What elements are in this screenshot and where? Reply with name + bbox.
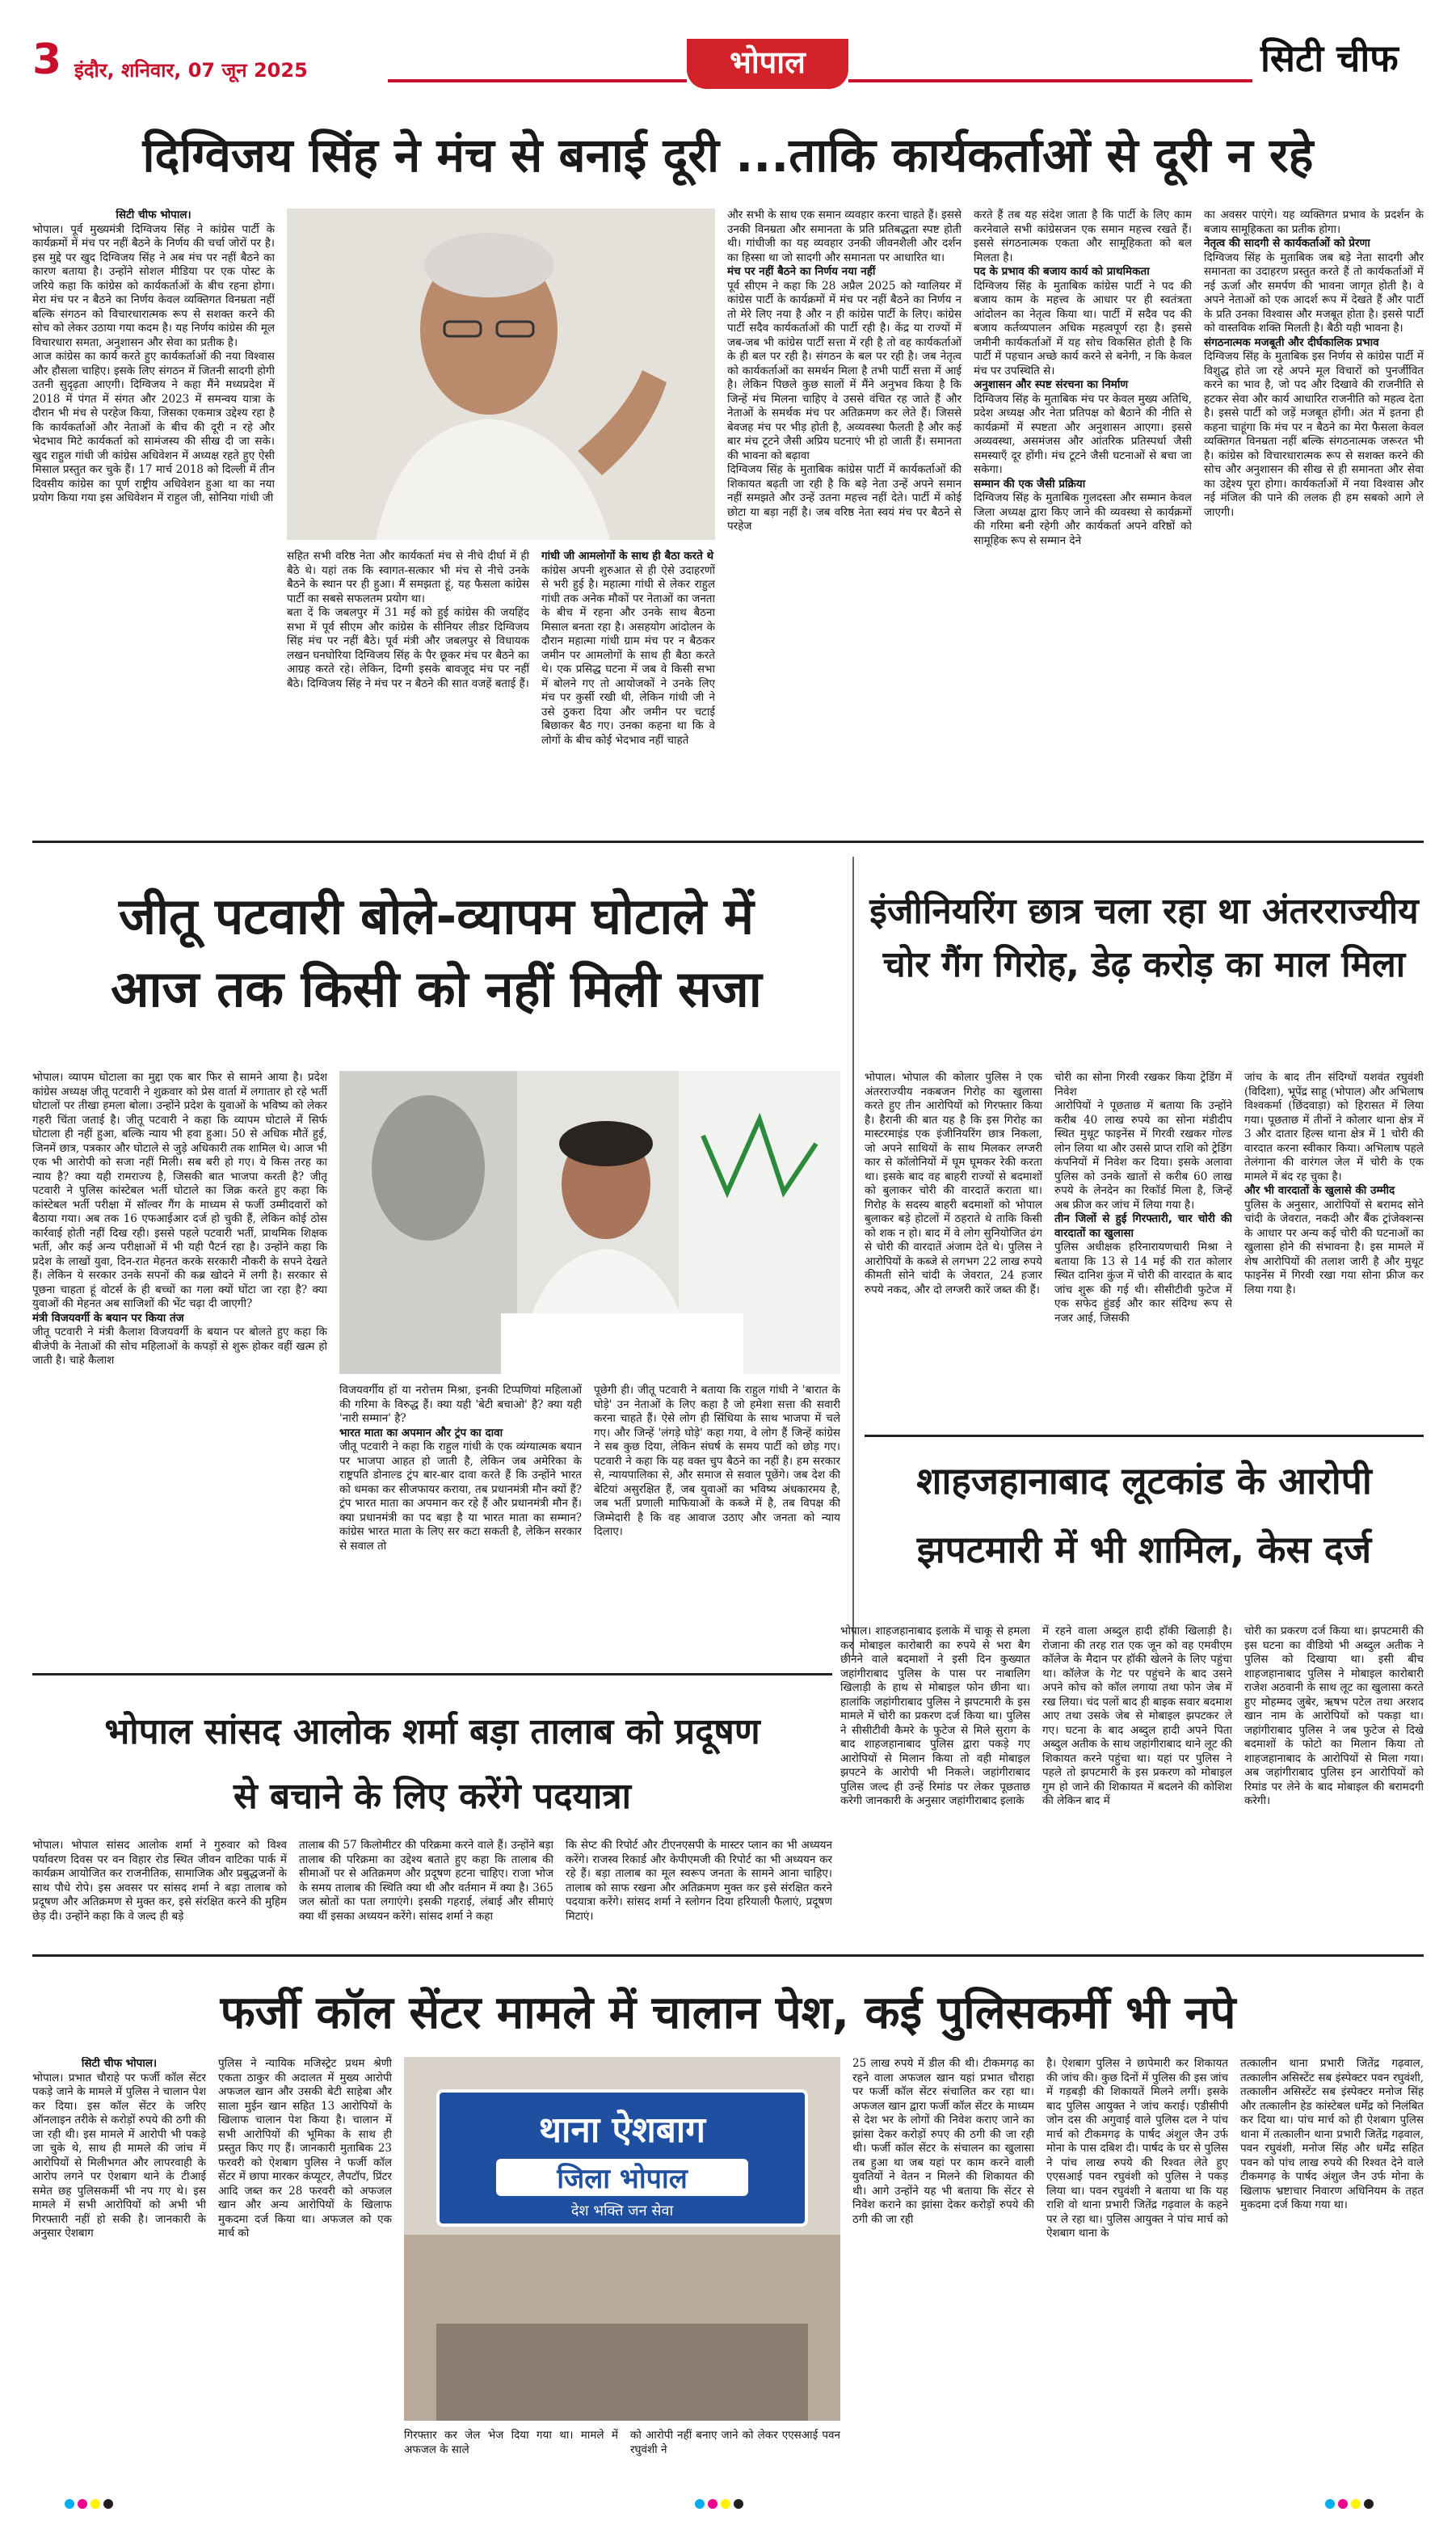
story6-col2b-text: को आरोपी नहीं बनाए जाने को लेकर एएसआई पवन रघुवंशी ने <box>630 2429 840 2456</box>
story2-col2 <box>339 1384 582 1657</box>
story2-col1-text: भोपाल। व्यापम घोटाला का मुद्दा एक बार फिर से सामने आया है। प्रदेश कांग्रेस अध्यक्ष जीतू पटवारी ने शुक्रवार को प्रेस वार्ता में लगातार हो रहे भर्ती घोटालों पर तीखा हमला बोला। उन्होंने प्रदेश के युवाओं के भविष्य को लेकर गहरी चिंता जताई है। जीतू पटवारी ने कहा कि व्यापम घोटाले में सिर्फ घोटाला ही नहीं हुआ, बल्कि न्याय भी हवा हुआ। 50 से अधिक मौतें हुई, जिनमें छात्र, पत्रकार और घोटाले से जुड़े अधिकारी तक शामिल थे। आज भी एक भी आरोपी को सजा नहीं मिली। सब बरी हो गए। ये किस तरह का न्याय है? क्या यही रामराज्य है, जिसकी बात भाजपा करती है? जीतू पटवारी ने पुलिस कांस्टेबल भर्ती घोटाले का जिक्र करते हुए कहा कि कांस्टेबल भर्ती परीक्षा में सॉल्वर गैंग के माध्यम से फर्जी उम्मीदवारों को बैठाया गया। अब तक 16 एफआईआर दर्ज हो चुकी हैं, लेकिन कोई ठोस कार्रवाई होती नहीं दिख रही। इससे पहले पटवारी भर्ती, प्राथमिक शिक्षक भर्ती, और कई अन्य परीक्षाओं में भी यही पैटर्न रहा है। उन्होंने कहा कि प्रदेश के लाखों युवा, दिन-रात मेहनत करके सरकारी नौकरी के सपने देखते हैं। लेकिन ये सरकार उनके सपनों की कब्र खोदने में लगी है। सरकार से पूछना चाहता हूं वोटर्स के ही बच्चों का गला क्यों घोंटा जा रहा है? क्या युवाओं की मेहनत अब साजिशों की भेंट चढ़ा दी जाएगी? <box>32 1071 327 1310</box>
story5-col2-text: तालाब की 57 किलोमीटर की परिक्रमा करने वाले हैं। उन्होंने बड़ा तालाब की परिक्रमा का उद्देश्य बताते हुए कहा कि तालाब की सीमाओं पर से अतिक्रमण और प्रदूषण हटना चाहिए। राजा भोज के समय तालाब की स्थिति क्या थी और वर्तमान में क्या है। 365 जल स्रोतों का पता लगाएंगे। इसकी गहराई, लंबाई और सीमाएं क्या थीं इसका अध्ययन करेंगे। सांसद शर्मा ने कहा <box>299 1839 553 1923</box>
story1-col4-text: और सभी के साथ एक समान व्यवहार करना चाहते हैं। इससे उनकी विनम्रता और समानता के प्रति प्रतिबद्धता स्पष्ट होती थी। गांधीजी का यह व्यवहार उनकी जीवनशैली और दर्शन का हिस्सा था जो सादगी और समानता पर आधारित था। <box>727 209 962 264</box>
black-dot <box>734 2499 743 2509</box>
station-sign <box>436 2089 808 2227</box>
story3-col2-text: चोरी का सोना गिरवी रखकर किया ट्रेडिंग में निवेश आरोपियों ने पूछताछ में बताया कि उन्होंने करीब 40 लाख रुपये का सोना मंडीदीप स्थित मुथूट फाइनेंस में गिरवी रखकर गोल्ड लोन लिया था और उससे प्राप्त राशि को ट्रेडिंग कंपनियों में निवेश कर दिया। इसके अलावा पुलिस को उनके खातों से करीब 60 लाख रुपये के लेनदेन का रिकॉर्ड मिला है, जिन्हें अब फ्रीज कर जांच में लिया गया है। <box>1054 1071 1232 1212</box>
dateline: इंदौर, शनिवार, 07 जून 2025 <box>74 59 308 82</box>
story3-col1-text: भोपाल। भोपाल की कोलार पुलिस ने एक अंतरराज्यीय नकबजन गिरोह का खुलासा करते हुए तीन आरोपियों को गिरफ्तार किया है। हैरानी की बात यह है कि इस गिरोह का मास्टरमाइंड एक इंजीनियरिंग छात्र निकला, जो अपने साथियों के साथ मिलकर लग्जरी कार से कॉलोनियों में घूम घूमकर रेकी करता था। इसके बाद वह बाहरी राज्यों से बदमाशों को बुलाकर चोरी की वारदातें कराता था। गिरोह के सदस्य बाहरी बदमाशों को भोपाल बुलाकर बड़े होटलों में ठहराते थे ताकि किसी को शक न हो। बाद में वे लोग सुनियोजित ढंग से चोरी की वारदातें अंजाम देते थे। पुलिस ने आरोपियों के कब्जे से लगभग 22 लाख रुपये कीमती सोने चांदी के जेवरात, 24 हजार रुपये नकद, और दो लग्जरी कारें जब्त की हैं। <box>865 1071 1042 1296</box>
story6-col2 <box>218 2057 392 2473</box>
story1-col4-subhead: मंच पर नहीं बैठने का निर्णय नया नहीं <box>727 265 876 278</box>
magenta-dot <box>1338 2499 1348 2509</box>
cyan-dot <box>695 2499 705 2509</box>
story1-col5-subhead: पद के प्रभाव की बजाय कार्य को प्राथमिकता <box>974 265 1150 278</box>
yellow-dot <box>721 2499 730 2509</box>
story1-col6-text: का अवसर पाएंगे। यह व्यक्तिगत प्रभाव के प्रदर्शन के बजाय सामूहिकता का प्रतीक होगा। <box>1204 209 1424 236</box>
registration-marks-right <box>1325 2499 1374 2509</box>
person-figure <box>287 209 715 540</box>
station-sign-title: थाना ऐशबाग <box>538 2110 706 2151</box>
story1-col4 <box>727 209 962 815</box>
police-station-photo <box>404 2057 840 2421</box>
story6-col3 <box>852 2057 1034 2473</box>
story1-headline: दिग्विजय सिंह ने मंच से बनाई दूरी ...ताकि कार्यकर्ताओं से दूरी न रहे <box>142 128 1314 183</box>
registration-marks-left <box>65 2499 113 2509</box>
story1-col6c-text: दिग्विजय सिंह के मुताबिक इस निर्णय से कांग्रेस पार्टी में विशुद्ध होते जा रहे अपने मूल विचारों को पुनर्जीवित करने का भाव है, जो पद और दिखावे की राजनीति से हटकर सेवा और कार्य आधारित राजनीति को महत्व देता है। इससे पार्टी को जड़ें मजबूत होंगी। अंत में इतना ही कहना चाहूंगा कि मंच पर न बैठने का मेरा फैसला केवल व्यक्तिगत विनम्रता नहीं बल्कि संगठनात्मक जरूरत भी है। कांग्रेस को विचारधारात्मक रूप से सशक्त करने की सोच और अनुशासन की सीख से ही समानता और सेवा का उद्देश्य पूरा होगा। कार्यकर्ताओं में नया विश्वास और नई मंजिल की पाने की ललक ही हम सबको आगे ले जाएगी। <box>1204 350 1424 519</box>
story4-col2-text: में रहने वाला अब्दुल हादी हॉकी खिलाड़ी है। रोजाना की तरह रात एक जून को वह एमवीएम कॉलेज के मैदान पर हॉकी खेलने के लिए पहुंचा था। कॉलेज के गेट पर पहुंचने के बाद उसने अपने कोच को कॉल लगाया तथा फोन जेब में रख लिया। चंद पलों बाद ही बाइक सवार बदमाश आए तथा उसके जेब से मोबाइल झपटकर ले गए। घटना के बाद अब्दुल हादी अपने पिता अब्दुल अतीक के साथ जहांगीराबाद थाने लूट की शिकायत करने पहुंचा था। यहां पर पुलिस ने पहले तो झपटमारी के इस प्रकरण को मोबाइल गुम हो जाने की शिकायत में बदलने की कोशिश की लेकिन बाद में <box>1042 1625 1232 1807</box>
story5-headline-line2: से बचाने के लिए करेंगे पदयात्रा <box>233 1776 632 1817</box>
story3-col2 <box>1054 1071 1232 1427</box>
brand-logo: सिटी चीफ <box>1260 36 1399 80</box>
story1-col4b-text: पूर्व सीएम ने कहा कि 28 अप्रैल 2025 को ग्वालियर में कांग्रेस पार्टी के कार्यक्रमों में मंच पर नहीं बैठने का निर्णय न तो मेरे लिए नया है और न ही कांग्रेस पार्टी के लिए। कांग्रेस पार्टी सदैव कार्यकर्ताओं की पार्टी रही है। केंद्र या राज्यों में जब-जब भी कांग्रेस पार्टी सत्ता में रही है तो वह कार्यकर्ताओं के ही बल पर रही है। संगठन के बल पर रही है। जब नेतृत्व को कार्यकर्ताओं का समर्थन मिला है तभी पार्टी सत्ता में आई है। लेकिन पिछले कुछ सालों में मैंने अनुभव किया है कि जिन्हें मंच मिलना चाहिए वे उससे वंचित रह जाते हैं और नेताओं के समर्थक मंच पर अतिक्रमण कर लेते हैं। जिससे बेवजह मंच पर भीड़ होती है, अव्यवस्था फैलती है और कई बार मंच टूटने जैसी अप्रिय घटनाएं भी हो जाती हैं। समानता की भावना को बढ़ावा दिग्विजय सिंह के मुताबिक कांग्रेस पार्टी में कार्यकर्ताओं की शिकायत बढ़ती जा रही है कि बड़े नेता उन्हें अपने समान नहीं समझते और उन्हें उतना महत्त्व नहीं देते। पार्टी में कोई छोटा या बड़ा नहीं है। जब वरिष्ठ नेता स्वयं मंच पर बैठने से परहेज <box>727 279 962 533</box>
story5-headline-line1: भोपाल सांसद आलोक शर्मा बड़ा तालाब को प्रदूषण <box>104 1711 760 1752</box>
story6-col2b <box>630 2429 840 2473</box>
story2-headline-line2: आज तक किसी को नहीं मिली सजा <box>111 959 762 1018</box>
story1-col2 <box>287 550 529 815</box>
story1-col5b-text: दिग्विजय सिंह के मुताबिक कांग्रेस पार्टी ने पद की बजाय काम के महत्त्व के आधार पर ही स्वतंत्रता आंदोलन का नेतृत्व किया था। पार्टी में सदैव पद की बजाय कर्तव्यपालन अधिक महत्वपूर्ण रहा है। इससे जमीनी कार्यकर्ताओं में यह सोच विकसित होती है कि पार्टी में पहचान अच्छे कार्य करने से बनेगी, न कि केवल मंच पर उपस्थिति से। <box>974 279 1192 377</box>
story2-col2-text: विजयवर्गीय हों या नरोत्तम मिश्रा, इनकी टिप्पणियां महिलाओं की गरिमा के विरुद्ध हैं। क्या यही 'बेटी बचाओ' है? क्या यही 'नारी सम्मान' है? <box>339 1384 582 1425</box>
story1-col3-subhead: गांधी जी आमलोगों के साथ ही बैठा करते थे <box>541 550 714 563</box>
story1-col1-text: भोपाल। पूर्व मुख्यमंत्री दिग्विजय सिंह ने कांग्रेस पार्टी के कार्यक्रमों में मंच पर नहीं बैठने के निर्णय की चर्चा जोरों पर है। इस मुद्दे पर खुद दिग्विजय सिंह ने अब मंच पर नहीं बैठने का कारण बताया है। उन्होंने सोशल मीडिया पर एक पोस्ट के जरिये कहा कि कांग्रेस को कार्यकर्ताओं के बीच रहना होगा। मेरा मंच पर न बैठने का निर्णय केवल व्यक्तिगत विनम्रता नहीं बल्कि संगठन को विचारधारात्मक रूप से सशक्त करने की सोच को लेकर उठाया गया कदम है। यह निर्णय कांग्रेस की मूल विचारधारा समता, अनुशासन और सेवा का प्रतीक है। आज कांग्रेस का कार्य करते हुए कार्यकर्ताओं की नया विश्वास और हौसला चाहिए। इसके लिए संगठन में जितनी सादगी होगी उतनी सुदृढ़ता आएगी। दिग्विजय ने कहा मैंने मध्यप्रदेश में 2018 में पंगत में संगत और 2023 में समन्वय यात्रा के दौरान भी मंच से परहेज किया, जिसका एकमात्र उद्देश्य रहा है कि कार्यकर्ताओं और नेताओं के बीच की दूरी न रहे और भेदभाव मिटे कार्यकर्ता को सामंजस्य की सीख दी जा सके। खुद राहुल गांधी जी कांग्रेस अधिवेशन में अध्यक्ष रहते हुए ऐसी मिसाल प्रस्तुत कर चुके हैं। 17 मार्च 2018 को दिल्ली में तीन दिवसीय कांग्रेस का पूर्ण राष्ट्रीय अधिवेशन हुआ था का नया प्रयोग किया गया इस अधिवेशन में राहुल जी, सोनिया गांधी जी <box>32 222 275 504</box>
press-conference-figure <box>339 1071 840 1374</box>
yellow-dot <box>1351 2499 1361 2509</box>
story5-col3-text: कि सेप्ट की रिपोर्ट और टीएनएसपी के मास्टर प्लान का भी अध्ययन करेंगे। राजस्व रिकार्ड और केपीएमजी की रिपोर्ट का भी अध्ययन कर रहे हैं। बड़ा तालाब का मूल स्वरूप जनता के सामने आना चाहिए। तालाब को साफ रखना और अतिक्रमण मुक्त कर इसे संरक्षित करने पदयात्रा करेंगे। सांसद शर्मा ने स्लोगन दिया हरियाली फैलाएं, प्रदूषण मिटाएं। <box>566 1839 832 1923</box>
story2-col1b-text: जीतू पटवारी ने मंत्री कैलाश विजयवर्गी के बयान पर बोलते हुए कहा कि बीजेपी के नेताओं की सोच महिलाओं के कपड़ों से शुरू होकर वहीं खत्म हो जाती है। चाहे कैलाश <box>32 1326 327 1367</box>
story6-col2-text: पुलिस ने न्यायिक मजिस्ट्रेट प्रथम श्रेणी एकता ठाकुर की अदालत में मुख्य आरोपी अफजल खान और उसकी बेटी साहेबा और साला मुईन खान सहित 13 आरोपियों के खिलाफ चालान पेश किया है। चालान में सभी आरोपियों की भूमिका के साथ ही प्रस्तुत किए गए हैं। जानकारी मुताबिक 23 फरवरी को ऐशबाग पुलिस ने फर्जी कॉल सेंटर में छापा मारकर कंप्यूटर, लैपटॉप, प्रिंटर आदि जब्त कर 28 फरवरी को अफजल खान और अन्य आरोपियों के खिलाफ मुकदमा दर्ज किया था। अफजल को एक मार्च को <box>218 2057 392 2240</box>
story6-photo-caption <box>404 2429 618 2473</box>
registration-marks-center <box>695 2499 743 2509</box>
story1-col5c-text: दिग्विजय सिंह के मुताबिक मंच पर केवल मुख्य अतिथि, प्रदेश अध्यक्ष और नेता प्रतिपक्ष को बैठाने की नीति से कार्यक्रमों में स्पष्टता और अनुशासन आएगा। इससे अव्यवस्था, असमंजस और आंतरिक प्रतिस्पर्धा जैसी समस्याएँ दूर होंगी। मंच टूटने जैसी घटनाओं से बचा जा सकेगा। <box>974 392 1192 476</box>
story6-col5-text: तत्कालीन थाना प्रभारी जितेंद्र गढ़वाल, तत्कालीन असिस्टेंट सब इंस्पेक्टर पवन रघुवंशी, तत्कालीन असिस्टेंट सब इंस्पेक्टर मनोज सिंह और तत्कालीन हेड कांस्टेबल धर्मेंद्र को निलंबित कर दिया था। पांच मार्च को ही ऐशबाग पुलिस थाना में तत्कालीन थाना प्रभारी जितेंद्र गढ़वाल, पवन रघुवंशी, मनोज सिंह और धर्मेंद्र सहित पवन को पांच लाख रुपये की रिश्वत देने वाले टीकमगढ़ के पार्षद अंशुल जैन उर्फ मोना के खिलाफ भ्रष्टाचार निवारण अधिनियम के तहत मुकदमा दर्ज किया गया था। <box>1240 2057 1424 2211</box>
story6-col1-text: भोपाल। प्रभात चौराहे पर फर्जी कॉल सेंटर पकड़े जाने के मामले में पुलिस ने चालान पेश कर दिया। इस कॉल सेंटर के जरिए ऑनलाइन तरीके से करोड़ों रुपये की ठगी की जा रही थी। इस मामले में आरोपी भी पकड़े जा चुके थे, साथ ही मामले की जांच में आरोपियों से मिलीभगत और लापरवाही के आरोप लगने पर ऐशबाग थाने के टीआई समेत छह पुलिसकर्मी भी नप गए थे। इस मामले में सभी आरोपियों को अभी भी गिरफ्तारी नहीं हो सकी है। जानकारी के अनुसार ऐशबाग <box>32 2071 206 2240</box>
story4-col3 <box>1244 1625 1424 1936</box>
cyan-dot <box>1325 2499 1335 2509</box>
story6-photo-caption-text: गिरफ्तार कर जेल भेज दिया गया था। मामले में अफजल के साले <box>404 2429 618 2456</box>
story2-col2b-text: जीतू पटवारी ने कहा कि राहुल गांधी के एक व्यंग्यात्मक बयान पर भाजपा आहत हो जाती है, लेकिन जब अमेरिका के राष्ट्रपति डोनाल्ड ट्रंप बार-बार दावा करते हैं कि उन्होंने भारत को धमका कर सीजफायर कराया, तब प्रधानमंत्री मौन क्यों हैं? ट्रंप भारत माता का अपमान कर रहे हैं और प्रधानमंत्री मौन हैं। क्या प्रधानमंत्री का पद बड़ा है या भारत माता का सम्मान? कांग्रेस भारत माता के लिए सर कटा सकती है, लेकिन सरकार से सवाल तो <box>339 1440 582 1553</box>
story1-col5 <box>974 209 1192 815</box>
divider-3 <box>32 1673 832 1675</box>
story4-col2 <box>1042 1625 1232 1936</box>
divider-2 <box>865 1435 1424 1437</box>
story6-headline: फर्जी कॉल सेंटर मामले में चालान पेश, कई पुलिसकर्मी भी नपे <box>220 1987 1236 2039</box>
story1-col5-text: करते हैं तब यह संदेश जाता है कि पार्टी के लिए काम करनेवाले सभी कांग्रेसजन एक समान महत्त्व रखते हैं। इससे संगठनात्मक एकता और सामूहिकता को बल मिलता है। <box>974 209 1192 264</box>
story2-headline-line1: जीतू पटवारी बोले-व्यापम घोटाले में <box>118 887 754 946</box>
story6-col1 <box>32 2057 206 2473</box>
divider-4 <box>32 1954 1424 1957</box>
story3-col2-subhead: तीन जिलों से हुई गिरफ्तारी, चार चोरी की वारदातों का खुलासा <box>1054 1212 1232 1240</box>
story5-col1-text: भोपाल। भोपाल सांसद आलोक शर्मा ने गुरुवार को विश्व पर्यावरण दिवस पर वन विहार रोड स्थित जीवन वाटिका पार्क में कार्यक्रम आयोजित कर राजनीतिक, सामाजिक और प्रबुद्धजनों के साथ पौधे रोपे। इस अवसर पर सांसद शर्मा ने बड़ा तालाब को प्रदूषण और अतिक्रमण से मुक्त कर, इसे संरक्षित करने की मुहिम छेड़ दी। उन्होंने कहा कि वे जल्द ही बड़े <box>32 1839 287 1923</box>
story3-col1 <box>865 1071 1042 1427</box>
story1-col3-text: कांग्रेस अपनी शुरुआत से ही ऐसे उदाहरणों से भरी हुई है। महात्मा गांधी से लेकर राहुल गांधी तक अनेक मौकों पर नेताओं का जनता के बीच में रहना और उनके साथ बैठना मिसाल बनता रहा है। असहयोग आंदोलन के दौरान महात्मा गांधी ग्राम मंच पर न बैठकर जमीन पर आमलोगों के साथ ही बैठा करते थे। एक प्रसिद्ध घटना में जब वे किसी सभा में बोलने गए तो आयोजकों ने उनके लिए मंच पर कुर्सी रखी थी, लेकिन गांधी जी ने उसे ठुकरा दिया और जमीन पर चटाई बिछाकर बैठ गए। उनका कहना था कि वे लोगों के बीच कोई भेदभाव नहीं चाहते <box>541 563 715 747</box>
story1-col5d-text: दिग्विजय सिंह के मुताबिक गुलदस्ता और सम्मान केवल जिला अध्यक्ष द्वारा किए जाने की व्यवस्था से कार्यक्रमों की गरिमा बनी रहेगी और कार्यकर्ता अपने वरिष्ठों को सामूहिक रूप से सम्मान देने <box>974 491 1192 547</box>
magenta-dot <box>708 2499 717 2509</box>
story2-col2-subhead: भारत माता का अपमान और ट्रंप का दावा <box>339 1426 503 1439</box>
story1-col1 <box>32 209 275 815</box>
station-sign-motto: देश भक्ति जन सेवा <box>570 2202 674 2219</box>
story2-col1-subhead: मंत्री विजयवर्गी के बयान पर किया तंज <box>32 1311 184 1325</box>
black-dot <box>1364 2499 1374 2509</box>
masthead <box>32 32 1424 91</box>
story1-col6-subhead2: संगठनात्मक मजबूती और दीर्घकालिक प्रभाव <box>1204 335 1379 349</box>
story6-col3-text: 25 लाख रुपये में डील की थी। टीकमगढ़ का रहने वाला अफजल खान यहां प्रभात चौराहा पर फर्जी कॉल सेंटर संचालित कर रहा था। अफजल खान द्वारा फर्जी कॉल सेंटर के माध्यम से देश भर के लोगों की निवेश कराए जाने का झांसा देकर करोड़ों रुपए की ठगी की जा रही थी। फर्जी कॉल सेंटर के संचालन का खुलासा तब हुआ था जब यहां पर काम करने वाली युवतियों ने वेतन न मिलने की शिकायत की थी। आगे उन्होंने यह भी बताया कि सेंटर से निवेश कराने का झांसा देकर करोड़ों रुपये की ठगी की जा रही <box>852 2057 1034 2226</box>
story2-col3-text: पूछेगी ही। जीतू पटवारी ने बताया कि राहुल गांधी ने 'बारात के घोड़े' उन नेताओं के लिए कहा है जो हमेशा सत्ता की सवारी करना चाहते हैं। ऐसे लोग ही सिंधिया के साथ भाजपा में चले गए। और जिन्हें 'लंगड़े घोड़े' कहा गया, वे लोग हैं जिन्हें कांग्रेस ने सब कुछ दिया, लेकिन संघर्ष के समय पार्टी को छोड़ गए। पटवारी ने कहा कि यह वक्त चुप बैठने का नहीं है। हम सरकार से, न्यायपालिका से, और समाज से सवाल पूछेंगे। जब देश की बेटियां असुरक्षित हैं, जब युवाओं का भविष्य अंधकारमय है, जब भर्ती प्रणाली माफियाओं के कब्जे में है, तब विपक्ष की जिम्मेदारी है कि वह आवाज उठाए और जनता को न्याय दिलाए। <box>594 1384 840 1538</box>
story4-headline-line1: शाहजहानाबाद लूटकांड के आरोपी <box>916 1459 1372 1503</box>
story5-col1 <box>32 1839 287 1936</box>
story4-col1-text: भोपाल। शाहजहानाबाद इलाके में चाकू से हमला कर मोबाइल कारोबारी का रुपये से भरा बैग छीनने वाले बदमाशों ने इसी दिन कुख्यात जहांगीराबाद पुलिस के पास पर नाबालिग खिलाड़ी के हाथ से मोबाइल फोन छीना था। हालांकि जहांगीराबाद पुलिस ने झपटमारी के इस मामले में चोरी का प्रकरण दर्ज किया था। पुलिस ने सीसीटीवी कैमरे के फुटेज से मिले सुराग के बाद शाहजहानाबाद पुलिस द्वारा पकड़े गए आरोपियों से मिलान किया तो वही मोबाइल झपटने के आरोपी भी निकले। जहांगीराबाद पुलिस जल्द ही उन्हें रिमांड पर लेकर पूछताछ करेगी जानकारी के अनुसार जहांगीराबाद इलाके <box>840 1625 1030 1807</box>
story6-col5 <box>1240 2057 1424 2473</box>
digvijaya-photo <box>287 209 715 540</box>
story1-dateline: सिटी चीफ भोपाल। <box>116 209 191 221</box>
story6-dateline: सिटी चीफ भोपाल। <box>81 2057 158 2070</box>
station-sign-district: जिला भोपाल <box>496 2159 748 2196</box>
story3-headline: इंजीनियरिंग छात्र चला रहा था अंतरराज्यीय चोर गैंग गिरोह, डेढ़ करोड़ का माल मिला <box>869 891 1419 985</box>
cyan-dot <box>65 2499 74 2509</box>
yellow-dot <box>90 2499 100 2509</box>
story2-col1 <box>32 1071 327 1657</box>
divider-1 <box>32 841 1424 843</box>
story3-col3b-text: पुलिस के अनुसार, आरोपियों से बरामद सोने चांदी के जेवरात, नकदी और बैंक ट्रांजेक्शन्स के आधार पर अन्य कई चोरी की घटनाओं का खुलासा होने की संभावना है। इस मामले में शेष आरोपियों की तलाश जारी है और मुथूट फाइनेंस में गिरवी रखा गया सोना फ्रीज कर लिया गया है। <box>1244 1198 1424 1296</box>
story4-col3-text: चोरी का प्रकरण दर्ज किया था। झपटमारी की इस घटना का वीडियो भी अब्दुल अतीक ने पुलिस को दिखाया था। इसी बीच शाहजहानाबाद पुलिस ने मोबाइल कारोबारी राजेश अठवानी के साथ लूट का खुलासा करते हुए मोहम्मद जुबेर, ऋषभ पटेल तथा अरशद खान नाम के आरोपियों को पकड़ा था। जहांगीराबाद पुलिस ने जब फुटेज से दिखे बदमाशों के फोटो का मिलान किया तो शाहजहानाबाद के आरोपियों से मिला गया। अब जहांगीराबाद पुलिस इन आरोपियों को रिमांड पर लेने के बाद मोबाइल की बरामदगी करेगी। <box>1244 1625 1424 1807</box>
story1-col6b-text: दिग्विजय सिंह के मुताबिक जब बड़े नेता सादगी और समानता का उदाहरण प्रस्तुत करते हैं तो कार्यकर्ताओं में नई ऊर्जा और समर्पण की भावना जागृत होती है। वे अपने नेताओं को एक आदर्श रूप में देखते हैं और पार्टी के प्रति उनका विश्वास और मजबूत होता है। इससे पार्टी को वास्तविक शक्ति मिलती है। बैठी यही भावना है। <box>1204 251 1424 335</box>
story3-col3-subhead: और भी वारदातों के खुलासे की उम्मीद <box>1244 1184 1395 1197</box>
story1-col2-text: सहित सभी वरिष्ठ नेता और कार्यकर्ता मंच से नीचे दीर्घा में ही बैठे थे। यहां तक कि स्वागत-सत्कार भी मंच से नीचे उनके बैठने के स्थान पर ही हुआ। मैं समझता हूं, यह फैसला कांग्रेस पार्टी का सबसे सफलतम प्रयोग था। बता दें कि जबलपुर में 31 मई को हुई कांग्रेस की जयहिंद सभा में पूर्व सीएम और कांग्रेस के सीनियर लीडर दिग्विजय सिंह मंच पर नहीं बैठे। पूर्व मंत्री और जबलपुर से विधायक लखन घनघोरिया दिग्विजय सिंह के पैर छूकर मंच पर बैठने का आग्रह करते रहे। लेकिन, दिग्गी इसके बावजूद मंच पर नहीं बैठे। दिग्विजय सिंह ने मंच पर न बैठने की सात वजहें बताई हैं। <box>287 550 529 690</box>
story1-col5-subhead3: सम्मान की एक जैसी प्रक्रिया <box>974 477 1086 491</box>
masthead-rule-right <box>848 79 1252 82</box>
story5-col2 <box>299 1839 553 1936</box>
story6-col4-text: है। ऐशबाग पुलिस ने छापेमारी कर शिकायत की जांच की। कुछ दिनों में पुलिस की इस जांच में गड़बड़ी की शिकायतें मिलने लगीं। इसके बाद पुलिस आयुक्त ने जांच कराई। एडीसीपी जोन दस की अगुवाई वाले पुलिस दल ने पांच मार्च को टीकमगढ़ के पार्षद अंशुल जैन उर्फ मोना के पास दबिश दी। पार्षद के घर से पुलिस ने पांच लाख रुपये की रिश्वत लेते हुए एएसआई पवन रघुवंशी को पुलिस ने पकड़ लिया था। पवन रघुवंशी ने बताया था कि यह राशि वो थाना प्रभारी जितेंद्र गढ़वाल के कहने पर ले रहा था। पुलिस आयुक्त ने पांच मार्च को ऐशबाग थाना के <box>1046 2057 1228 2240</box>
story2-col3 <box>594 1384 840 1657</box>
story3-col3-text: जांच के बाद तीन संदिग्धों यशवंत रघुवंशी (विदिशा), भूपेंद्र साहू (भोपाल) और अभिलाष विश्वकर्मा (छिंदवाड़ा) को हिरासत में लिया गया। पूछताछ में तीनों ने कोलार थाना क्षेत्र में 3 और दातार हिल्स थाना क्षेत्र में 1 चोरी की वारदात करना स्वीकार किया। अभिलाष पहले तेलंगाना की वारंगल जेल में चोरी के एक मामले में बंद रह चुका है। <box>1244 1071 1424 1183</box>
story4-col1 <box>840 1625 1030 1936</box>
story4-headline-line2: झपटमारी में भी शामिल, केस दर्ज <box>916 1528 1372 1571</box>
story6-col4 <box>1046 2057 1228 2473</box>
black-dot <box>103 2499 113 2509</box>
story3-col3 <box>1244 1071 1424 1427</box>
story1-col6-subhead: नेतृत्व की सादगी से कार्यकर्ताओं को प्रेरणा <box>1204 237 1370 250</box>
story3-col2b-text: पुलिस अधीक्षक हरिनारायणचारी मिश्रा ने बताया कि 13 से 14 मई की रात कोलार स्थित दानिश कुंज में चोरी की वारदात के बाद जांच शुरू की गई थी। सीसीटीवी फुटेज में एक सफेद हुंडई और कार संदिग्ध रूप से नजर आई, जिसकी <box>1054 1241 1232 1325</box>
story5-col3 <box>566 1839 832 1936</box>
story1-col3 <box>541 550 715 815</box>
divider-vertical-1 <box>852 857 854 1657</box>
patwari-photo <box>339 1071 840 1374</box>
story1-col6 <box>1204 209 1424 815</box>
section-tab <box>687 39 848 89</box>
magenta-dot <box>78 2499 87 2509</box>
masthead-rule-left <box>388 79 687 82</box>
story1-col5-subhead2: अनुशासन और स्पष्ट संरचना का निर्माण <box>974 378 1129 391</box>
page-number: 3 <box>32 36 62 84</box>
section-label: भोपाल <box>730 44 806 80</box>
